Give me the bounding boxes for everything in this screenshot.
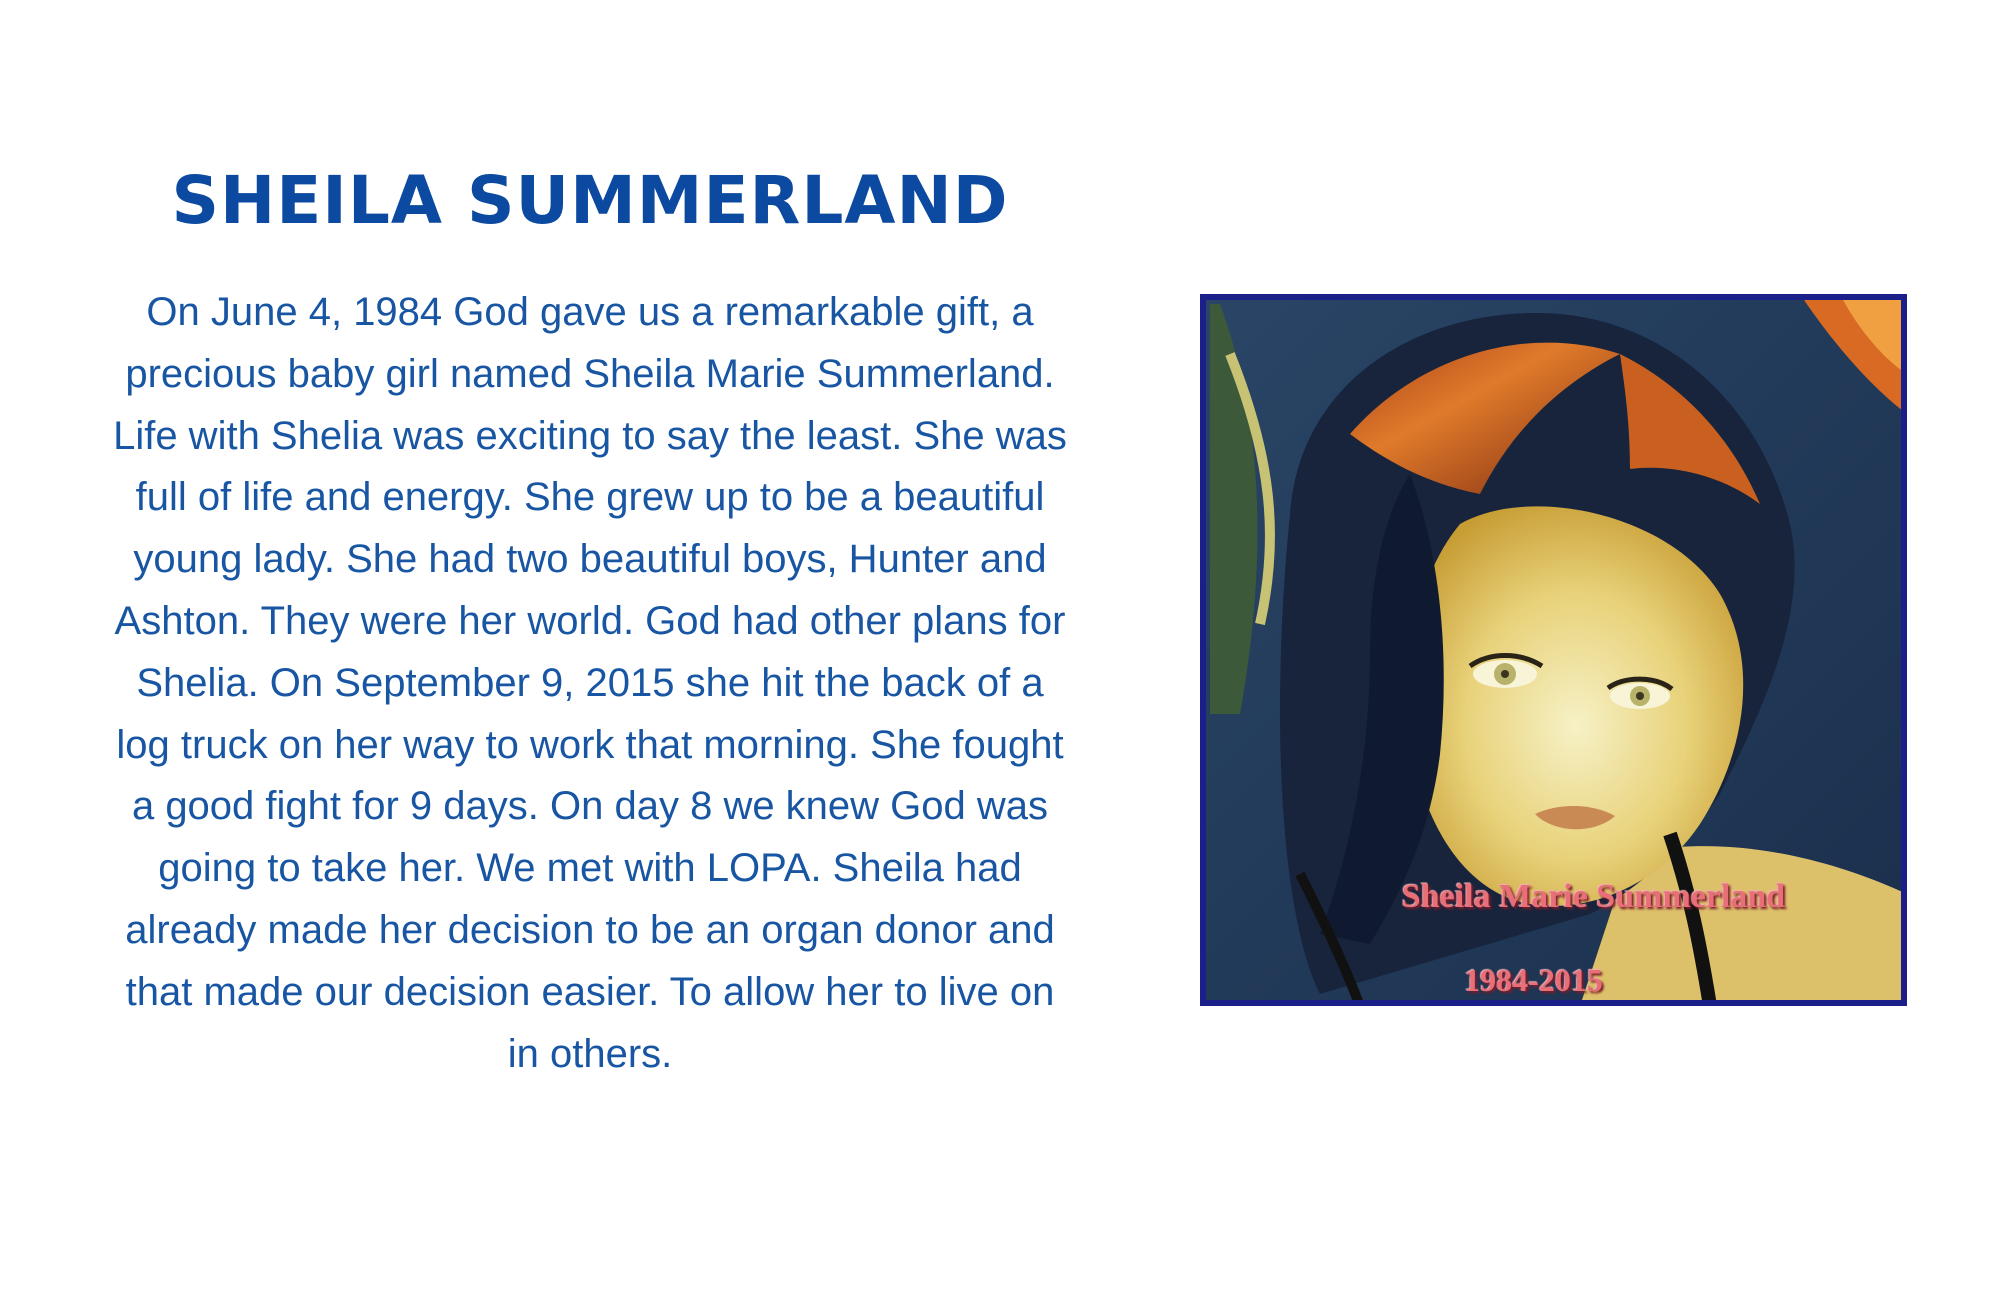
- memorial-title: SHEILA SUMMERLAND: [171, 162, 1009, 239]
- memorial-photo: [1200, 294, 1907, 1006]
- photo-caption-years: 1984-2015: [1464, 962, 1603, 998]
- photo-caption-name: Sheila Marie Summerland: [1401, 878, 1786, 915]
- memorial-story: On June 4, 1984 God gave us a remarkable gift, a precious baby girl named Sheila Marie Summerland. Life with Shelia was exciting to say the least. She was full of life and energy. She grew up to be a beautiful young lady. She had two beautiful boys, Hunter and Ashton. They were her world. God had other plans for Shelia. On September 9, 2015 she hit the back of a log truck on her way to work that morning. She fought a good fight for 9 days. On day 8 we knew God was going to take her. We met with LOPA. Sheila had already made her decision to be an organ donor and that made our decision easier. To allow her to live on in others.: [113, 290, 1067, 1076]
